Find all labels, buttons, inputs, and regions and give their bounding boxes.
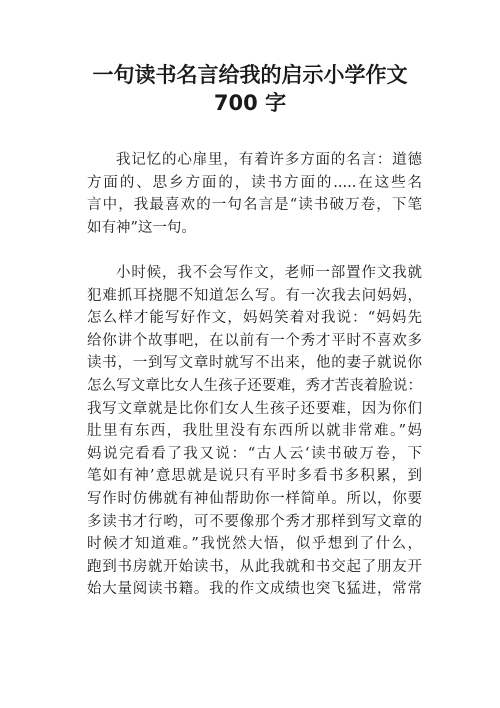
text-line: 写作时仿佛就有神仙帮助你一样简单。所以，你要 (87, 490, 422, 507)
text-line: 多读书才行哟，可不要像那个秀才那样到写文章的 (87, 513, 422, 530)
text-line: 犯难抓耳挠腮不知道怎么写。有一次我去问妈妈， (87, 287, 422, 304)
text-line: 给你讲个故事吧，在以前有一个秀才平时不喜欢多 (87, 332, 422, 349)
text-line: 方面的、思乡方面的，读书方面的.....在这些名 (87, 174, 422, 191)
text-line: 读书，一到写文章时就写不出来，他的妻子就说你 (87, 355, 422, 372)
text-line: 笔如有神’意思就是说只有平时多看书多积累，到 (87, 468, 422, 485)
text-line: 妈说完看看了我又说：“古人云‘读书破万卷，下 (87, 445, 422, 462)
paragraph-2 (87, 262, 422, 601)
text-line: 小时候，我不会写作文，老师一部置作文我就 (116, 265, 422, 281)
text-line: 跑到书房就开始读书，从此我就和书交起了朋友开 (87, 558, 422, 575)
text-line: 我写文章就是比你们女人生孩子还要难，因为你们 (87, 400, 422, 417)
text-line: 如有神”这一句。 (87, 219, 196, 236)
text-line: 怎么样才能写好作文，妈妈笑着对我说：“妈妈先 (87, 310, 422, 327)
document-title-subtitle: 700 字 (213, 91, 287, 115)
text-line: 肚里有东西，我肚里没有东西所以就非常难。”妈 (87, 423, 422, 440)
text-line: 我记忆的心扉里，有着许多方面的名言：道德 (116, 152, 422, 168)
paragraph-1 (87, 149, 422, 239)
text-line: 时候才知道难。”我恍然大悟，似乎想到了什么， (87, 536, 422, 553)
document-title: 一句读书名言给我的启示小学作文 (92, 63, 408, 87)
text-line: 言中，我最喜欢的一句名言是“读书破万卷，下笔 (87, 197, 422, 214)
text-line: 始大量阅读书籍。我的作文成绩也突飞猛进，常常 (87, 581, 422, 598)
text-line: 怎么写文章比女人生孩子还要难，秀才苦丧着脸说： (87, 377, 422, 394)
